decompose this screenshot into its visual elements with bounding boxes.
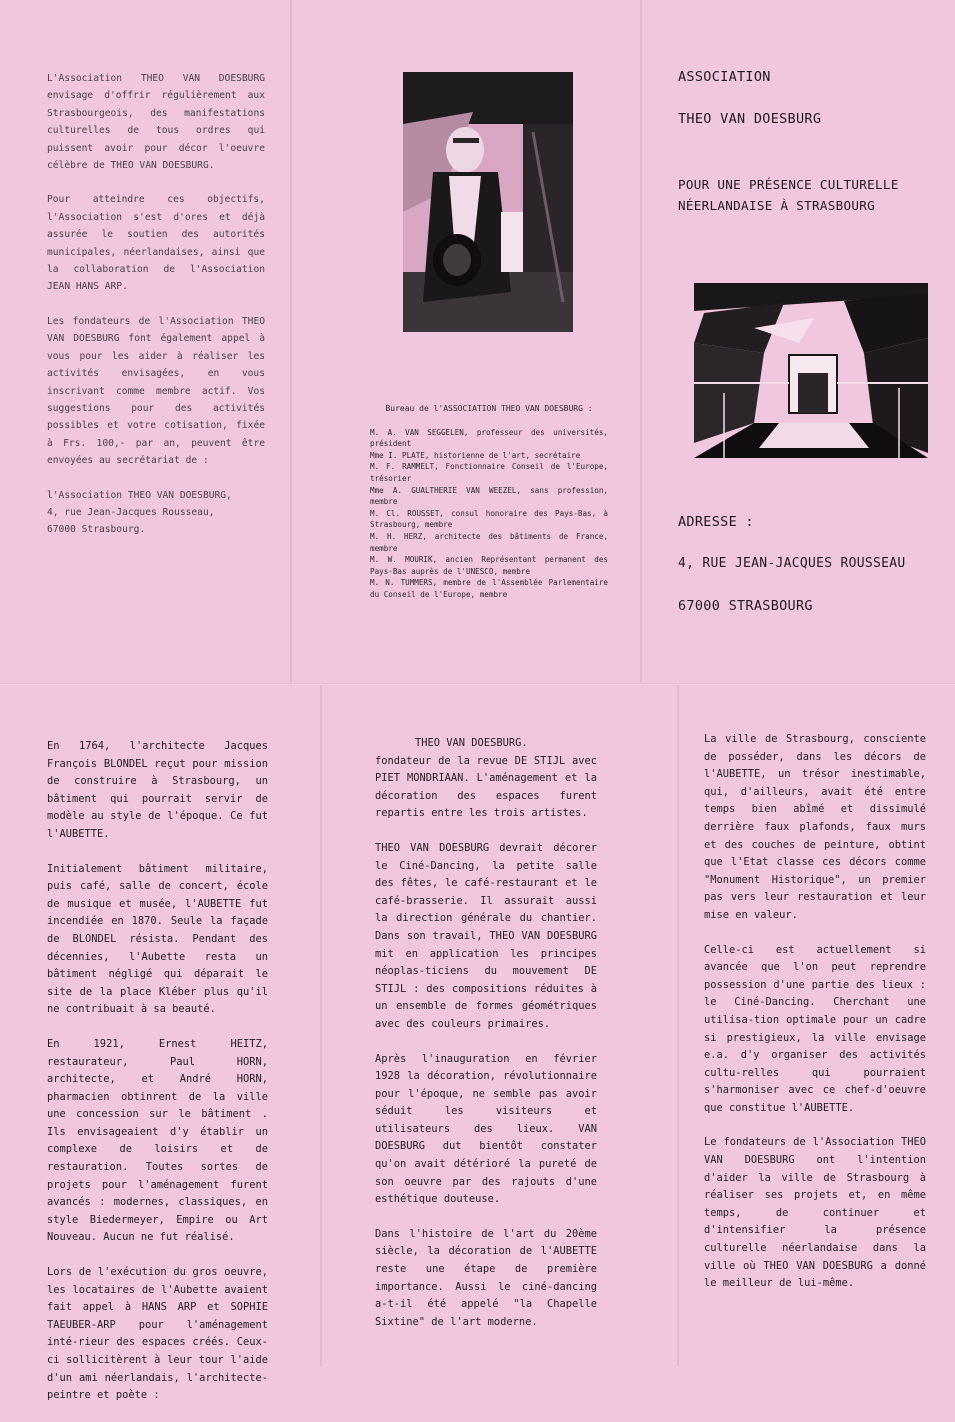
paragraph: Les fondateurs de l'Association THEO VAN DOESBURG font également appel à vous pour les aider à réaliser les activités envisagées, en vous inscrivant comme membre actif. Vos suggestions pour des activités possibles et votre cotisation, fixée à Frs. 100,- par an, peuvent être envoyées au secrétariat de : xyxy=(47,315,265,467)
portrait-photo xyxy=(403,72,573,332)
fold-line xyxy=(640,0,642,683)
bottom-middle-panel xyxy=(375,735,597,1348)
paragraph: Après l'inauguration en février 1928 la décoration, révolutionnaire pour l'époque, ne semble pas avoir séduit les visiteurs et utilisateurs des lieux. VAN DOESBURG dut bientôt constater qu'on avait détérioré la pureté de son oeuvre par des rajouts d'une esthétique douteuse. xyxy=(375,1052,597,1206)
paragraph: Lors de l'exécution du gros oeuvre, les locataires de l'Aubette avaient fait appel à HANS ARP et SOPHIE TAEUBER-ARP pour l'aménagement inté-rieur des espaces créés. Ceux-ci sollicitèrent à leur tour l'aide d'un ami néerlandais, l'architecte-peintre et poète : xyxy=(47,1266,268,1402)
section-title: THEO VAN DOESBURG. xyxy=(415,737,528,749)
paragraph: fondateur de la revue DE STIJL avec PIET MONDRIAAN. L'aménagement et la décoration des espaces furent repartis entre les trois artistes. xyxy=(375,754,597,820)
bureau-members xyxy=(370,403,608,601)
paragraph: Dans l'histoire de l'art du 20ème siècle, la décoration de l'AUBETTE reste une étape de première importance. Aussi le ciné-dancing a-t-il été appelé "la Chapelle Sixtine" de l'art moderne. xyxy=(375,1227,597,1328)
fold-line xyxy=(290,0,292,683)
member-entry: M. N. TUMMERS, membre de l'Assemblée Parlementaire du Conseil de l'Europe, membre xyxy=(370,578,608,599)
bureau-heading: Bureau de l'ASSOCIATION THEO VAN DOESBURG : xyxy=(385,404,593,413)
cover-title: THEO VAN DOESBURG xyxy=(678,111,822,127)
bottom-right-panel xyxy=(704,731,926,1310)
paragraph: THEO VAN DOESBURG devrait décorer le Ciné-Dancing, la petite salle des fêtes, le café-restaurant et le café-brasserie. Il assurait aussi la direction générale du chantier. Dans son travail, THEO VAN DOESBURG mit en application les principes néoplas-ticiens du mouvement DE STIJL : des compositions réduites à un ensemble de formes géométriques avec des couleurs primaires. xyxy=(375,841,597,1030)
member-entry: Mme I. PLATE, historienne de l'art, secrétaire xyxy=(370,450,581,460)
paragraph: En 1764, l'architecte Jacques François BLONDEL reçut pour mission de construire à Strasbourg, un bâtiment qui pourrait servir de modèle au style de l'époque. Ce fut l'AUBETTE. xyxy=(47,740,268,840)
cover-title: ASSOCIATION xyxy=(678,69,771,85)
paragraph: Initialement bâtiment militaire, puis café, salle de concert, école de musique et musée, l'AUBETTE fut incendiée en 1870. Seule la façade de BLONDEL résista. Pendant des décennies, l'Aubette resta un bâtiment négligé qui déparait le site de la place Kléber plus qu'il ne contribuait à sa beauté. xyxy=(47,862,268,1016)
bottom-left-panel xyxy=(47,738,268,1422)
member-entry: Mme A. GUALTHERIE VAN WEEZEL, sans profession, membre xyxy=(370,485,608,507)
address-label: ADRESSE : xyxy=(678,514,754,530)
horizontal-fold xyxy=(0,683,955,685)
member-entry: M. W. MOURIK, ancien Représentant permanent des Pays-Bas auprès de l'UNESCO, membre xyxy=(370,555,608,576)
secretariat-address: l'Association THEO VAN DOESBURG, 4, rue Jean-Jacques Rousseau, 67000 Strasbourg. xyxy=(47,489,232,536)
paragraph: Le fondateurs de l'Association THEO VAN DOESBURG ont l'intention d'aider la ville de Strasbourg à réaliser ses projets et, en même temps, de continuer et d'intensifier la présence culturelle néerlandaise dans la ville où THEO VAN DOESBURG a donné le meilleur de lui-même. xyxy=(704,1136,926,1290)
paragraph: En 1921, Ernest HEITZ, restaurateur, Paul HORN, architecte, et André HORN, pharmacien obtinrent de la ville une concession sur le bâtiment . Ils envisageaient d'y établir un complexe de loisirs et de restauration. Toutes sortes de projets pour l'aménagement furent avancés : modernes, classiques, en style Biedermeyer, Empire ou Art Nouveau. Aucun ne fut réalisé. xyxy=(47,1037,268,1244)
paragraph: Celle-ci est actuellement si avancée que l'on peut reprendre possession d'une partie des lieux : le Ciné-Dancing. Cherchant une utilisa-tion optimale pour un cadre si prestigieux, la ville envisage e.a. d'y organiser des activités cultu-relles qui pourraient s'harmoniser avec ce chef-d'oeuvre que constitue l'AUBETTE. xyxy=(704,943,926,1114)
top-left-panel xyxy=(47,70,265,556)
member-entry: M. H. HERZ, architecte des bâtiments de France, membre xyxy=(370,531,608,553)
member-entry: M. F. RAMMELT, Fonctionnaire Conseil de l'Europe, trésorier xyxy=(370,462,608,483)
member-entry: M. Cl. ROUSSET, consul honoraire des Pays-Bas, à Strasbourg, membre xyxy=(370,508,608,530)
aubette-interior-image xyxy=(694,283,928,458)
cover-subtitle: NÉERLANDAISE À STRASBOURG xyxy=(678,198,876,213)
paragraph: La ville de Strasbourg, consciente de posséder, dans les décors de l'AUBETTE, un trésor inestimable, qui, d'ailleurs, avait été entre temps bien abîmé et dissimulé derrière faux plafonds, faux murs et des couches de peinture, obtint que l'Etat classe ces décors comme "Monument Historique", un premier pas vers leur restauration et leur mise en valeur. xyxy=(704,733,926,921)
paragraph: Pour atteindre ces objectifs, l'Association s'est d'ores et déjà assurée le soutien des autorités municipales, néerlandaises, ainsi que la collaboration de l'Association JEAN HANS ARP. xyxy=(47,194,265,293)
member-entry: M. A. VAN SEGGELEN, professeur des universités, président xyxy=(370,427,608,449)
address-city: 67000 STRASBOURG xyxy=(678,598,813,614)
address-street: 4, RUE JEAN-JACQUES ROUSSEAU xyxy=(678,556,906,571)
fold-line xyxy=(677,685,679,1366)
fold-line xyxy=(320,685,322,1366)
cover-subtitle: POUR UNE PRÉSENCE CULTURELLE xyxy=(678,177,899,192)
paragraph: L'Association THEO VAN DOESBURG envisage d'offrir régulièrement aux Strasbourgeois, des manifestations culturelles de tous ordres qui puissent avoir pour décor l'oeuvre célèbre de THEO VAN DOESBURG. xyxy=(47,73,265,172)
